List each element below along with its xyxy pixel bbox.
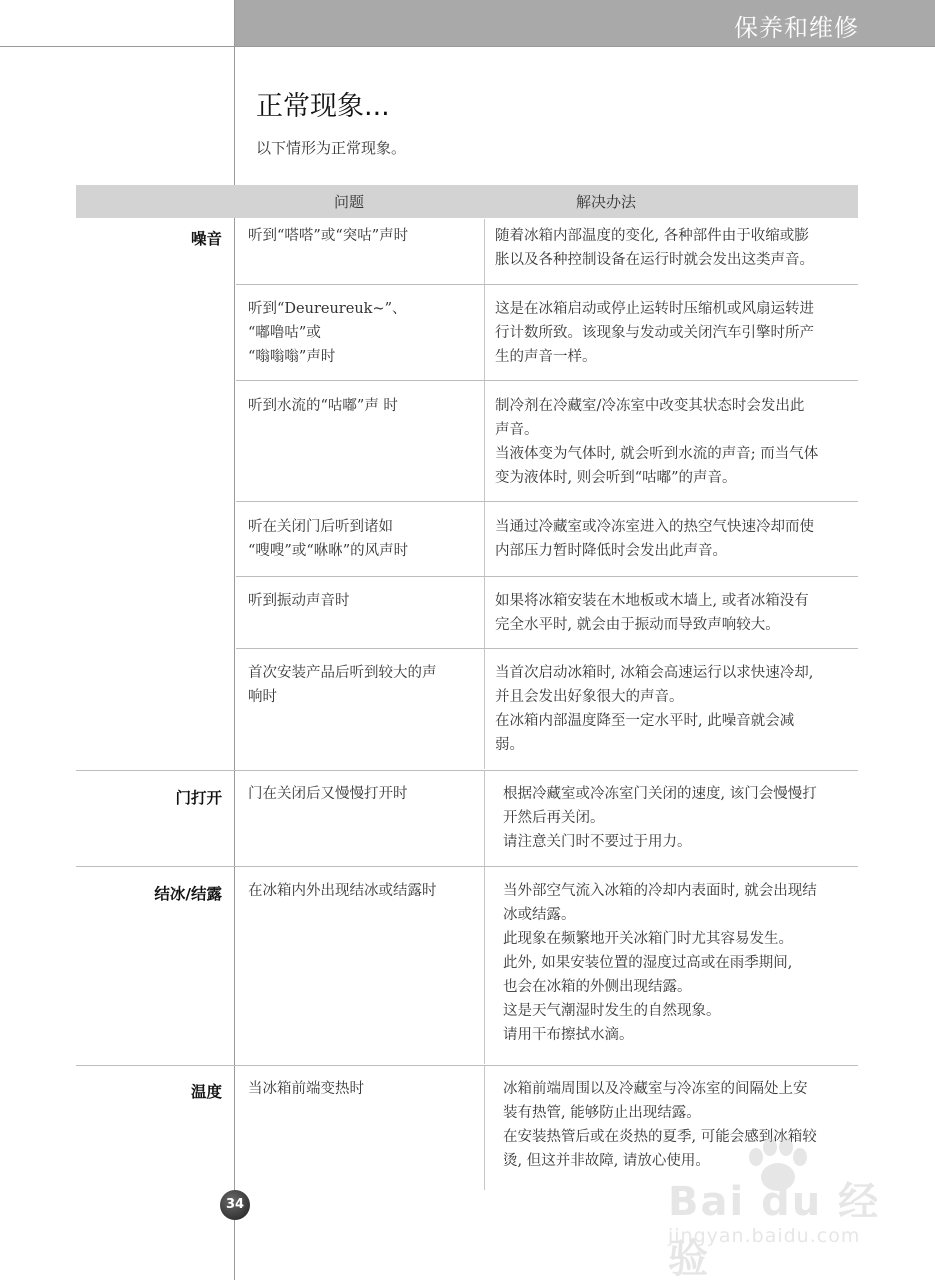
category-door: 门打开	[175, 789, 222, 807]
text-line: 生的声音一样。	[495, 349, 597, 365]
text-line: 行计数所致。该现象与发动或关闭汽车引擎时所产	[495, 325, 814, 341]
noise-solution-1	[495, 224, 860, 272]
text-line: 听在关闭门后听到诸如	[248, 519, 393, 535]
temperature-problem	[248, 1077, 473, 1101]
text-line: 听到“嗒嗒”或“突咕”声时	[248, 228, 409, 244]
watermark-url: jingyan.baidu.com	[668, 1225, 861, 1247]
noise-solution-5	[495, 589, 860, 637]
text-line: 听到“Deureureuk~”、	[248, 301, 407, 317]
text-line: 这是天气潮湿时发生的自然现象。	[503, 1003, 721, 1019]
text-line: 门在关闭后又慢慢打开时	[248, 786, 408, 802]
group-divider	[76, 1065, 858, 1066]
text-line: 响时	[248, 689, 277, 705]
text-line: 装有热管, 能够防止出现结露。	[503, 1105, 701, 1121]
frost-problem	[248, 879, 473, 903]
text-line: “嗡嗡嗡”声时	[248, 349, 336, 365]
text-line: 冰或结露。	[503, 907, 576, 923]
text-line: 请注意关门时不要过于用力。	[503, 834, 692, 850]
door-problem	[248, 782, 473, 806]
noise-solution-2	[495, 297, 860, 369]
column-separator	[484, 219, 485, 769]
text-line: 当通过冷藏室或冷冻室进入的热空气快速冷却而使	[495, 519, 814, 535]
category-temperature: 温度	[190, 1083, 222, 1101]
text-line: 冰箱前端周围以及冷藏室与冷冻室的间隔处上安	[503, 1081, 808, 1097]
row-divider	[236, 648, 858, 649]
page-number-badge: 34	[220, 1190, 250, 1220]
row-divider	[236, 380, 858, 381]
header-solution: 解决办法	[576, 193, 637, 211]
noise-solution-4	[495, 515, 860, 563]
text-line: 听到振动声音时	[248, 593, 350, 609]
text-line: 当冰箱前端变热时	[248, 1081, 364, 1097]
noise-problem-1	[248, 224, 473, 248]
text-line: 开然后再关闭。	[503, 810, 605, 826]
text-line: 如果将冰箱安装在木地板或木墙上, 或者冰箱没有	[495, 593, 809, 609]
text-line: 请用干布擦拭水滴。	[503, 1027, 634, 1043]
category-frost: 结冰/结露	[154, 885, 222, 903]
noise-problem-5	[248, 589, 473, 613]
baidu-watermark	[668, 1135, 908, 1282]
text-line: 在冰箱内外出现结冰或结露时	[248, 883, 437, 899]
page-title: 正常现象...	[256, 91, 390, 122]
category-noise: 噪音	[190, 230, 222, 248]
row-divider	[236, 284, 858, 285]
text-line: 当液体变为气体时, 就会听到水流的声音; 而当气体	[495, 446, 819, 462]
column-separator	[484, 1066, 485, 1190]
text-line: 在冰箱内部温度降至一定水平时, 此噪音就会减	[495, 713, 795, 729]
noise-solution-6	[495, 661, 860, 757]
text-line: 胀以及各种控制设备在运行时就会发出这类声音。	[495, 252, 814, 268]
group-divider	[76, 866, 858, 867]
frost-solution	[503, 879, 860, 1047]
text-line: 内部压力暂时降低时会发出此声音。	[495, 543, 727, 559]
text-line: 弱。	[495, 737, 524, 753]
text-line: 声音。	[495, 422, 539, 438]
text-line: 在安装热管后或在炎热的夏季, 可能会感到冰箱较	[503, 1129, 817, 1145]
text-line: 此现象在频繁地开关冰箱门时尤其容易发生。	[503, 931, 793, 947]
noise-problem-4	[248, 515, 473, 563]
text-line: 这是在冰箱启动或停止运转时压缩机或风扇运转进	[495, 301, 814, 317]
header-divider	[0, 46, 935, 47]
text-line: 并且会发出好象很大的声音。	[495, 689, 684, 705]
text-line: 随着冰箱内部温度的变化, 各种部件由于收缩或膨	[495, 228, 809, 244]
text-line: “嗖嗖”或“咻咻”的风声时	[248, 543, 409, 559]
text-line: 也会在冰箱的外侧出现结露。	[503, 979, 692, 995]
noise-problem-2	[248, 297, 473, 369]
row-divider	[236, 576, 858, 577]
text-line: 听到水流的“咕嘟”声 时	[248, 398, 398, 414]
intro-text: 以下情形为正常现象。	[256, 139, 407, 157]
watermark-logo: Bai du 经验	[668, 1179, 881, 1282]
text-line: 当首次启动冰箱时, 冰箱会高速运行以求快速冷却,	[495, 665, 814, 681]
text-line: “嘟噜咕”或	[248, 325, 321, 341]
section-title: 保养和维修	[734, 14, 859, 42]
table-header	[76, 185, 858, 218]
column-separator	[484, 867, 485, 1064]
group-divider	[76, 770, 858, 771]
text-line: 当外部空气流入冰箱的冷却内表面时, 就会出现结	[503, 883, 817, 899]
text-line: 完全水平时, 就会由于振动而导致声响较大。	[495, 617, 780, 633]
header-problem: 问题	[334, 193, 365, 211]
text-line: 首次安装产品后听到较大的声	[248, 665, 437, 681]
noise-problem-3	[248, 394, 473, 418]
text-line: 根据冷藏室或冷冻室门关闭的速度, 该门会慢慢打	[503, 786, 817, 802]
text-line: 此外, 如果安装位置的湿度过高或在雨季期间,	[503, 955, 793, 971]
noise-solution-3	[495, 394, 860, 490]
text-line: 制冷剂在冷藏室/冷冻室中改变其状态时会发出此	[495, 398, 805, 414]
header-band	[234, 0, 935, 46]
door-solution	[503, 782, 860, 854]
noise-problem-6	[248, 661, 473, 709]
text-line: 变为液体时, 则会听到“咕嘟”的声音。	[495, 470, 737, 486]
text-line: 烫, 但这并非故障, 请放心使用。	[503, 1153, 710, 1169]
row-divider	[236, 501, 858, 502]
column-separator	[484, 771, 485, 866]
